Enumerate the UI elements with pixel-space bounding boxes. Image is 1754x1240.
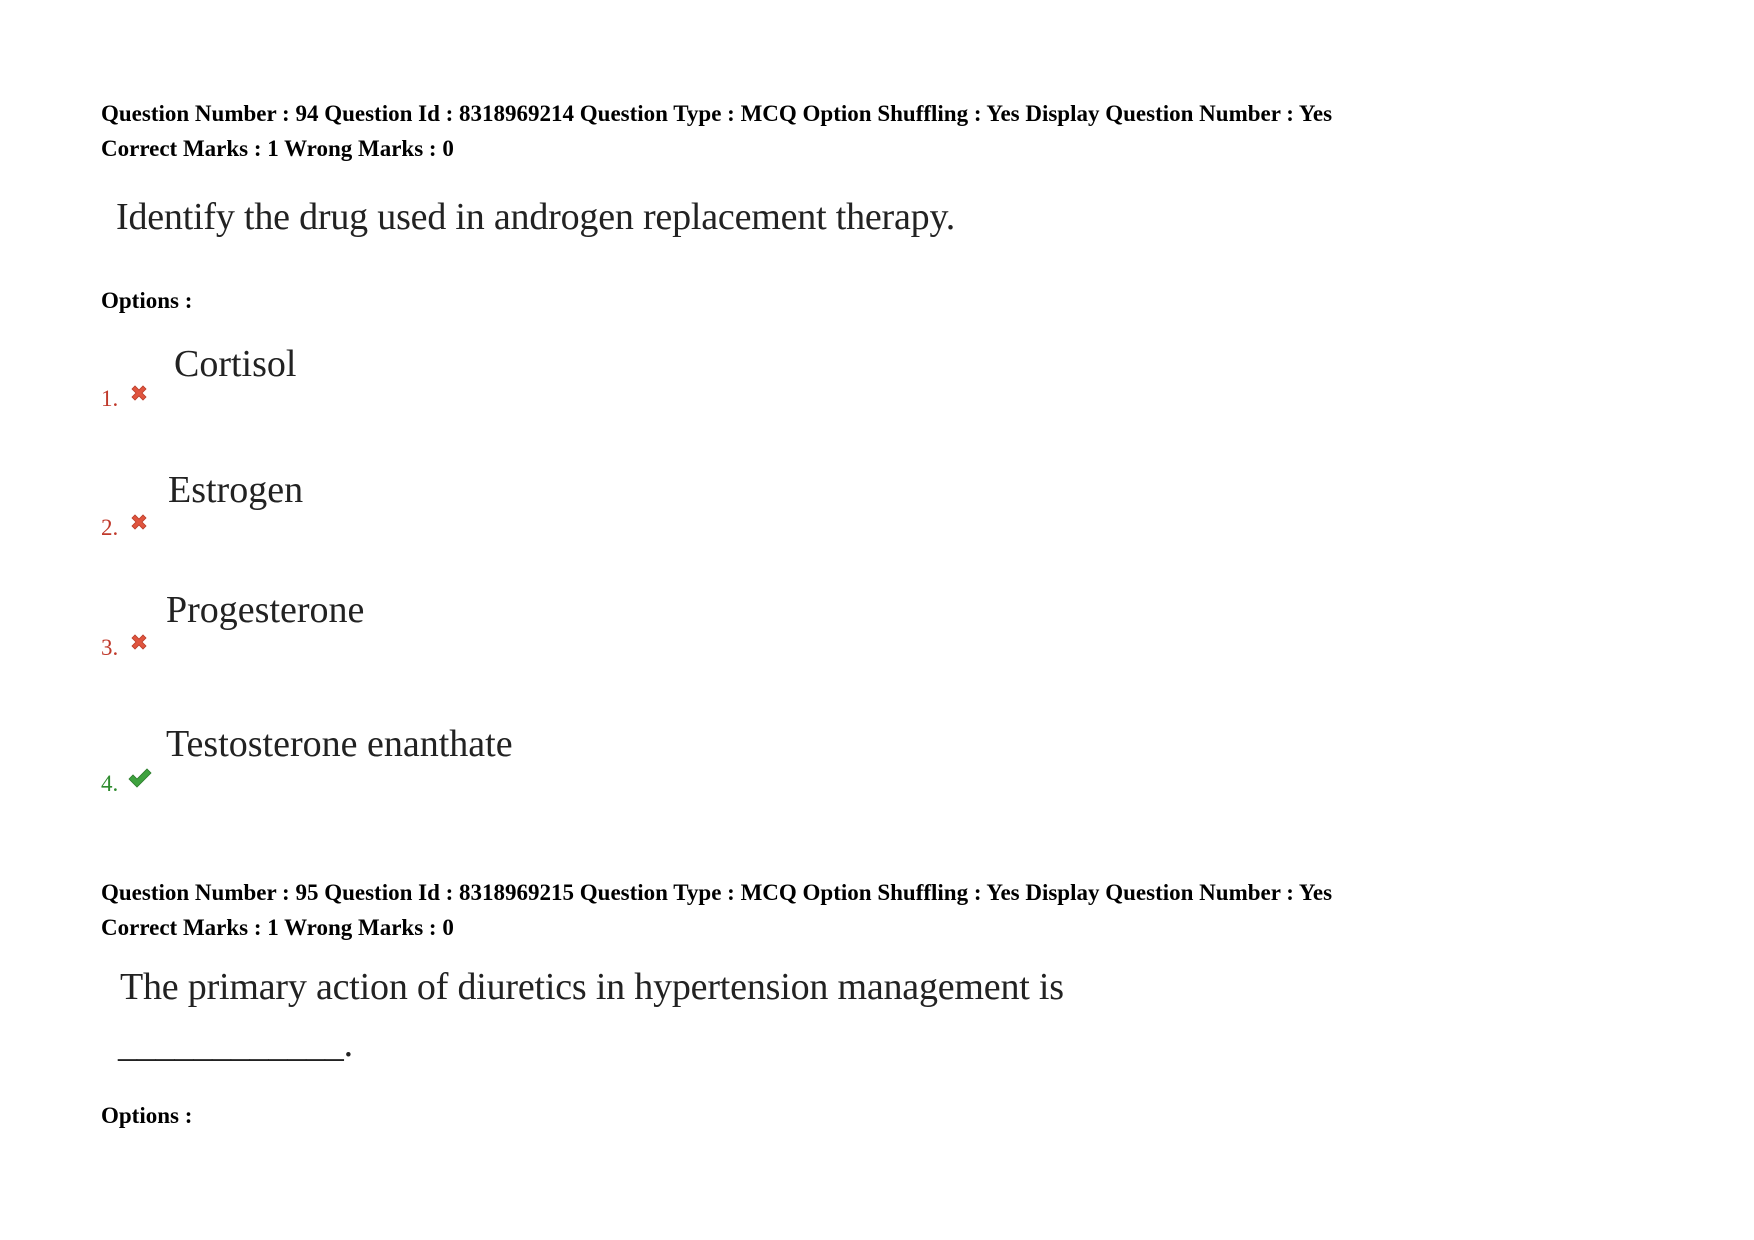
question-95-text-blank: ____________. <box>118 1023 353 1065</box>
question-95-meta-line-2: Correct Marks : 1 Wrong Marks : 0 <box>101 915 454 940</box>
option-4-number: 4. <box>101 771 119 796</box>
option-1-number: 1. <box>101 386 119 411</box>
cross-icon <box>128 511 150 533</box>
cross-icon <box>128 382 150 404</box>
check-icon <box>127 766 153 790</box>
option-4-text: Testosterone enanthate <box>166 723 513 765</box>
option-3-number: 3. <box>101 635 119 660</box>
option-2-text: Estrogen <box>168 469 304 511</box>
option-2-number: 2. <box>101 515 119 540</box>
question-94-meta-line-1: Question Number : 94 Question Id : 8318969214 Question Type : MCQ Option Shuffling : Yes Display Question Number : Yes <box>101 101 1333 126</box>
question-94-text: Identify the drug used in androgen replacement therapy. <box>116 196 956 238</box>
option-3-text: Progesterone <box>166 589 365 631</box>
question-94-meta-line-2: Correct Marks : 1 Wrong Marks : 0 <box>101 136 454 161</box>
question-95-meta-line-1: Question Number : 95 Question Id : 8318969215 Question Type : MCQ Option Shuffling : Yes Display Question Number : Yes <box>101 880 1333 905</box>
question-95-text: The primary action of diuretics in hypertension management is <box>120 966 1064 1008</box>
option-1-text: Cortisol <box>174 343 297 385</box>
question-94-options-label: Options : <box>101 288 193 313</box>
question-95-options-label: Options : <box>101 1103 193 1128</box>
cross-icon <box>128 631 150 653</box>
